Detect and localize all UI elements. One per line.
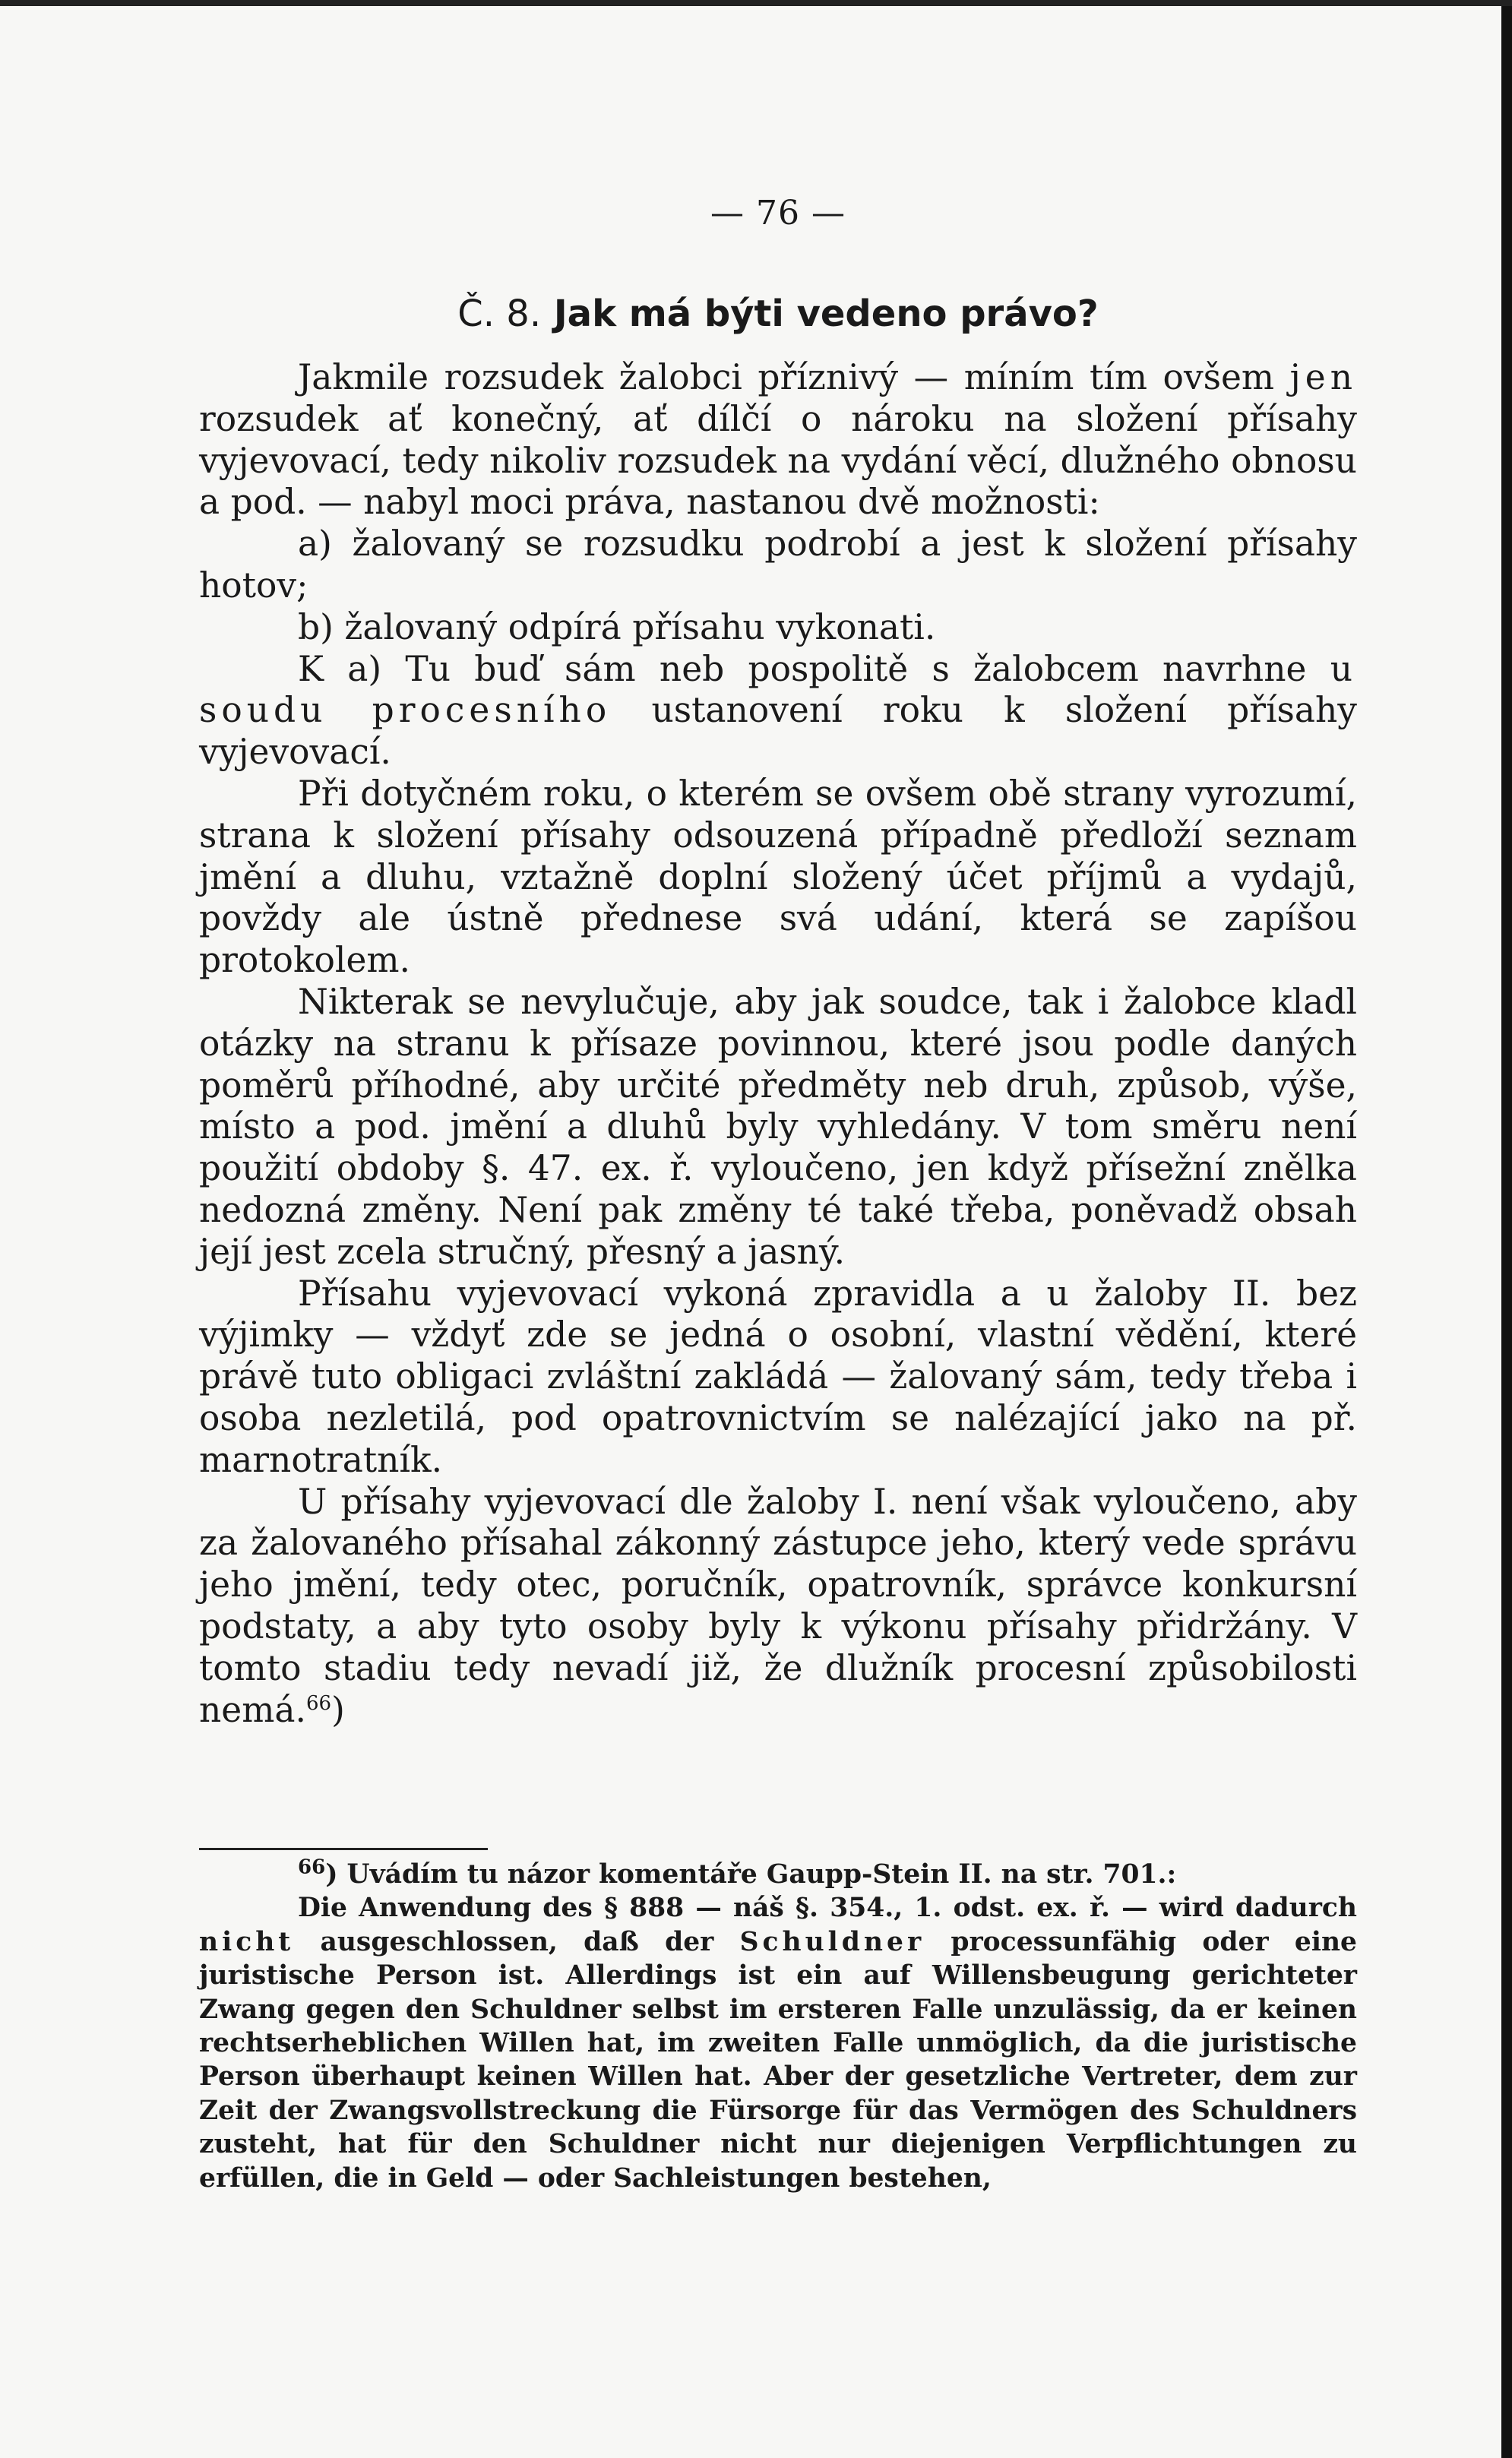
paragraph: Při dotyčném roku, o kterém se ovšem obě strany vyrozumí, strana k složení přísahy odsouzená případně předloží seznam jmění a dluhu, vztažně doplní složený účet příjmů a vydajů, povždy ale ústně přednese svá udání, která se zapíšou protokolem. — [199, 773, 1357, 981]
spaced-emphasis: Schuldner — [739, 1926, 925, 1957]
text-run: processunfähig oder eine juristische Person ist. Allerdings ist ein auf Willensbeugung gerichteter Zwang gegen den Schuldner selbst im ersteren Falle unzulässig, da er keinen rechtserheblichen Willen hat, im zweiten Falle unmöglich, da die juristische Person überhaupt keinen Willen hat. Aber der gesetzliche Vertreter, dem zur Zeit der Zwangsvollstreckung die Fürsorge für das Vermögen des Schuldners zusteht, hat für den Schuldner nicht nur diejenigen Verpflichtungen zu erfüllen, die in Geld — oder Sachleistungen bestehen, — [199, 1926, 1357, 2194]
text-run: K a) Tu buď sám neb pospolitě s žalobcem navrhne — [298, 648, 1307, 689]
footnote-line — [199, 1855, 1357, 1891]
footnote-rule — [199, 1848, 488, 1850]
paragraph — [199, 357, 1357, 524]
text-run: rozsudek ať konečný, ať dílčí o nároku na složení přísahy vyjevovací, tedy nikoliv rozsudek na vydání věcí, dlužného obnosu a pod. — nabyl moci práva, nastanou dvě možnosti: — [199, 398, 1357, 523]
page-number: — 76 — — [710, 194, 846, 233]
body-text — [199, 357, 1357, 1731]
footnote — [199, 1855, 1357, 2195]
paragraph: Nikterak se nevylučuje, aby jak soudce, tak i žalobce kladl otázky na stranu k přísaze povinnou, které jsou podle daných poměrů příhodné, aby určité předměty neb druh, způsob, výše, místo a pod. jmění a dluhů byly vyhledány. V tom směru není použití obdoby §. 47. ex. ř. vyloučeno, jen když přísežní znělka nedozná změny. Není pak změny té také třeba, poněvadž obsah její jest zcela stručný, přesný a jasný. — [199, 981, 1357, 1272]
text-run: ) — [331, 1689, 345, 1730]
list-item-b: b) žalovaný odpírá přísahu vykonati. — [298, 606, 936, 647]
text-run: ustanovení roku k složení přísahy vyjevovací. — [199, 690, 1357, 773]
page-edge — [0, 0, 1512, 6]
text-run: Die Anwendung des § 888 — náš §. 354., 1. odst. ex. ř. — wird dadurch — [298, 1893, 1357, 1924]
paragraph — [199, 649, 1357, 773]
text-run: ausgeschlossen, daß der — [320, 1926, 714, 1957]
section-heading — [199, 293, 1357, 335]
text-run: ) Uvádím tu názor komentáře Gaupp-Stein II. na str. 701.: — [325, 1859, 1177, 1890]
footnote-paragraph — [199, 1891, 1357, 2195]
spaced-emphasis: u soudu procesního — [199, 648, 1357, 731]
section-title: Jak má býti vedeno právo? — [553, 293, 1099, 335]
spaced-emphasis: nicht — [199, 1926, 295, 1957]
paragraph — [199, 1482, 1357, 1732]
spaced-emphasis: jen — [1289, 357, 1357, 397]
footnote-reference: 66 — [305, 1691, 332, 1715]
text-run: U přísahy vyjevovací dle žaloby I. není však vyloučeno, aby za žalovaného přísahal zákonný zástupce jeho, který vede správu jeho jmění, tedy otec, poručník, opatrovník, správce konkursní podstaty, a aby tyto osoby byly k výkonu přísahy přidržány. V tomto stadiu tedy nevadí již, že dlužník procesní způsobilosti nemá. — [199, 1481, 1357, 1730]
section-number: Č. 8. — [457, 293, 542, 335]
list-item-a: a) žalovaný se rozsudku podrobí a jest k složení přísahy hotov; — [199, 524, 1357, 606]
text-run: Jakmile rozsudek žalobci příznivý — míním tím ovšem — [298, 357, 1275, 397]
footnote-marker: 66 — [298, 1855, 326, 1879]
paragraph: Přísahu vyjevovací vykoná zpravidla a u žaloby II. bez výjimky — vždyť zde se jedná o osobní, vlastní vědění, které právě tuto obligaci zvláštní zakládá — žalovaný sám, tedy třeba i osoba nezletilá, pod opatrovnictvím se nalézající jako na př. marnotratník. — [199, 1273, 1357, 1480]
